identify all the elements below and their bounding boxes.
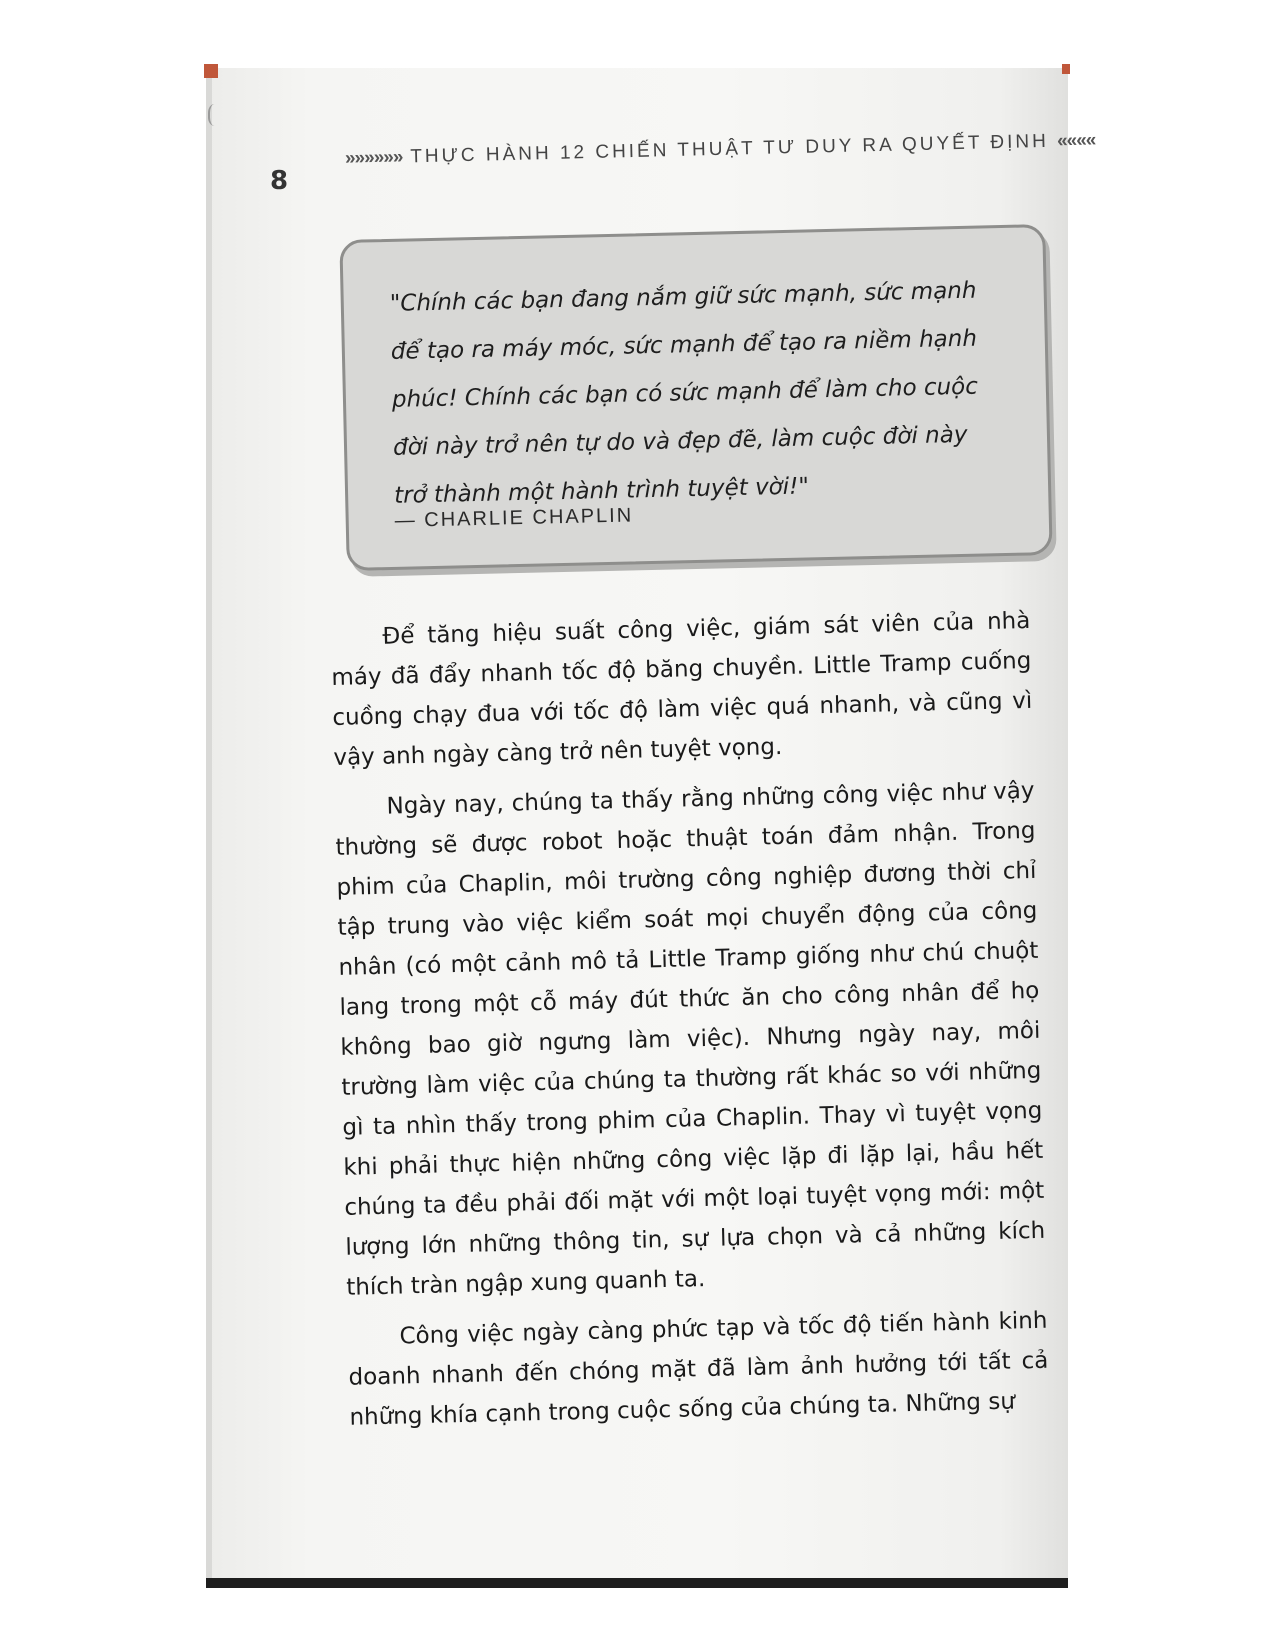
bottom-edge-shadow <box>206 1578 1068 1588</box>
quote-text: "Chính các bạn đang nắm giữ sức mạnh, sức mạnh để tạo ra máy móc, sức mạnh để tạo ra niềm hạnh phúc! Chính các bạn có sức mạnh để làm cho cuộc đời này trở nên tự do và đẹp đẽ, làm cuộc đời này trở thành một hành trình tuyệt vời!" <box>389 277 979 509</box>
fold-mark <box>208 104 224 126</box>
quote-box <box>339 224 1052 571</box>
header-arrows-left: »»»»»» <box>344 146 403 169</box>
paragraph-3: Công việc ngày càng phức tạp và tốc độ tiến hành kinh doanh nhanh đến chóng mặt đã làm ảnh hưởng tới tất cả những khía cạnh trong cuộc sống của chúng ta. Những sự <box>348 1307 1049 1431</box>
header-arrows-right: «««« <box>1056 129 1096 152</box>
cover-corner <box>204 64 218 78</box>
page-number: 8 <box>270 166 289 196</box>
paragraph-2: Ngày nay, chúng ta thấy rằng những công việc như vậy thường sẽ được robot hoặc thuật toán đảm nhận. Trong phim của Chaplin, môi trường công nghiệp đương thời chỉ tập trung vào việc kiểm soát mọi chuyển động của công nhân (có một cảnh mô tả Little Tramp giống như chú chuột lang trong một cỗ máy đút thức ăn cho công nhân để họ không bao giờ ngưng làm việc). Nhưng ngày nay, môi trường làm việc của chúng ta thường rất khác so với những gì ta nhìn thấy trong phim của Chaplin. Thay vì tuyệt vọng khi phải thực hiện những công việc lặp đi lặp lại, hầu hết chúng ta đều phải đối mặt với một loại tuyệt vọng mới: một lượng lớn những thông tin, sự lựa chọn và cả những kích thích tràn ngập xung quanh ta. <box>335 777 1046 1301</box>
page-edge <box>206 68 212 1588</box>
quote-author: — CHARLIE CHAPLIN <box>394 504 634 532</box>
body-text <box>330 601 1050 1448</box>
paragraph-1: Để tăng hiệu suất công việc, giám sát viên của nhà máy đã đẩy nhanh tốc độ băng chuyền. Little Tramp cuống cuồng chạy đua với tốc độ làm việc quá nhanh, và cũng vì vậy anh ngày càng trở nên tuyệt vọng. <box>331 607 1033 771</box>
cover-corner-right <box>1062 64 1070 74</box>
running-title: THỰC HÀNH 12 CHIẾN THUẬT TƯ DUY RA QUYẾT ĐỊNH <box>410 130 1050 168</box>
